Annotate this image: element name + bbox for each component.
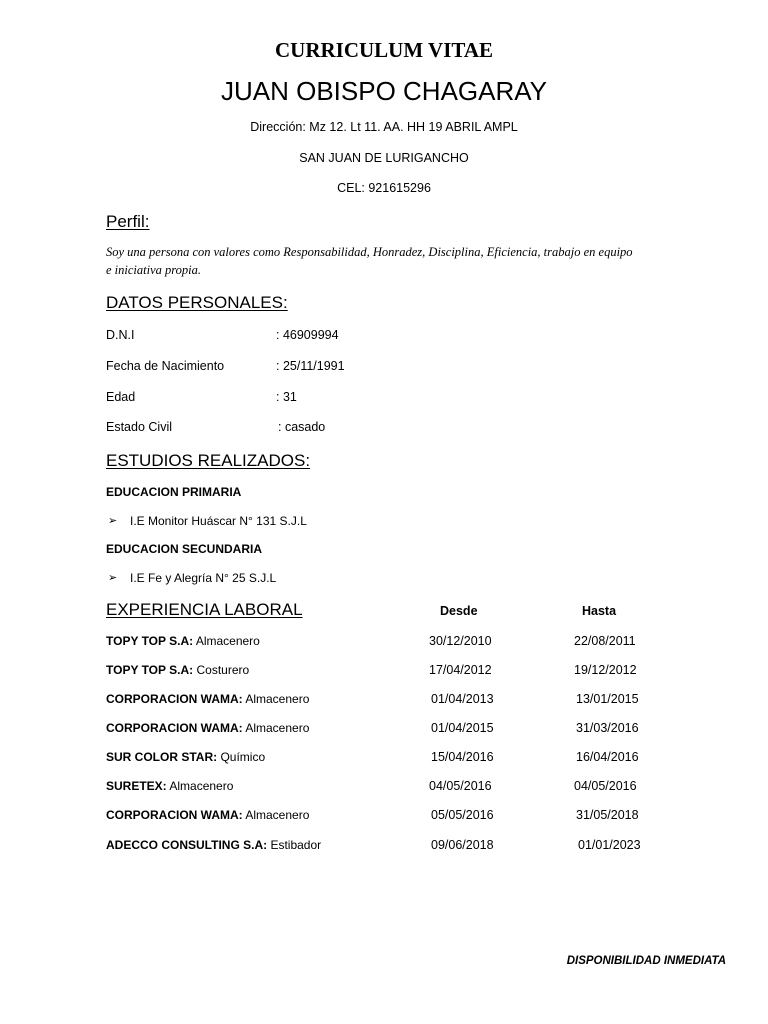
- job-company: TOPY TOP S.A:: [106, 634, 194, 648]
- job-entry: [106, 779, 233, 793]
- job-to-date: 22/08/2011: [574, 634, 636, 648]
- job-from-date: 15/04/2016: [431, 750, 494, 764]
- candidate-name: JUAN OBISPO CHAGARAY: [220, 76, 548, 106]
- job-entry: [106, 634, 260, 648]
- job-role: Almacenero: [166, 779, 234, 793]
- studies-heading: ESTUDIOS REALIZADOS:: [106, 451, 311, 470]
- address-line: Dirección: Mz 12. Lt 11. AA. HH 19 ABRIL AMPL: [250, 120, 518, 134]
- job-from-date: 01/04/2013: [431, 692, 494, 706]
- experience-heading: EXPERIENCIA LABORAL: [106, 600, 303, 619]
- primary-education-label: EDUCACION PRIMARIA: [106, 485, 242, 499]
- birthdate-value: : 25/11/1991: [276, 359, 345, 373]
- job-company: SURETEX:: [106, 779, 167, 793]
- job-role: Estibador: [267, 838, 322, 852]
- job-from-date: 09/06/2018: [431, 838, 494, 852]
- job-to-date: 19/12/2012: [574, 663, 637, 677]
- job-entry: [106, 808, 309, 822]
- job-role: Costurero: [193, 663, 250, 677]
- to-column-header: Hasta: [582, 604, 617, 618]
- age-value: : 31: [276, 390, 297, 404]
- district-line: SAN JUAN DE LURIGANCHO: [299, 151, 469, 165]
- arrow-bullet-icon: ➢: [108, 515, 118, 527]
- job-entry: [106, 721, 309, 735]
- dni-label: D.N.I: [106, 328, 135, 342]
- job-company: CORPORACION WAMA:: [106, 808, 243, 822]
- civil-status-label: Estado Civil: [106, 420, 172, 434]
- job-to-date: 31/05/2018: [576, 808, 639, 822]
- job-company: ADECCO CONSULTING S.A:: [106, 838, 268, 852]
- job-company: CORPORACION WAMA:: [106, 692, 243, 706]
- arrow-bullet-icon: ➢: [108, 572, 118, 584]
- job-role: Almacenero: [242, 721, 310, 735]
- job-to-date: 01/01/2023: [578, 838, 641, 852]
- job-entry: [106, 838, 321, 852]
- job-from-date: 01/04/2015: [431, 721, 494, 735]
- job-entry: [106, 692, 309, 706]
- job-from-date: 30/12/2010: [429, 634, 492, 648]
- profile-heading: Perfil:: [106, 212, 150, 231]
- job-from-date: 04/05/2016: [429, 779, 492, 793]
- job-entry: [106, 750, 265, 764]
- birthdate-label: Fecha de Nacimiento: [106, 359, 225, 373]
- job-to-date: 31/03/2016: [576, 721, 639, 735]
- availability-note: DISPONIBILIDAD INMEDIATA: [566, 955, 726, 967]
- secondary-education-label: EDUCACION SECUNDARIA: [106, 542, 263, 556]
- dni-value: : 46909994: [276, 328, 339, 342]
- job-role: Almacenero: [242, 692, 310, 706]
- primary-school: I.E Monitor Huáscar N° 131 S.J.L: [130, 514, 307, 528]
- job-from-date: 05/05/2016: [431, 808, 494, 822]
- job-role: Químico: [217, 750, 266, 764]
- job-entry: [106, 663, 249, 677]
- age-label: Edad: [106, 390, 136, 404]
- job-company: TOPY TOP S.A:: [106, 663, 194, 677]
- personal-data-heading: DATOS PERSONALES:: [106, 293, 288, 312]
- civil-status-value: : casado: [278, 420, 326, 434]
- job-company: SUR COLOR STAR:: [106, 750, 218, 764]
- job-company: CORPORACION WAMA:: [106, 721, 243, 735]
- phone-line: CEL: 921615296: [337, 181, 431, 195]
- document-title: CURRICULUM VITAE: [275, 38, 493, 62]
- job-to-date: 04/05/2016: [574, 779, 637, 793]
- job-to-date: 16/04/2016: [576, 750, 639, 764]
- job-from-date: 17/04/2012: [429, 663, 492, 677]
- profile-text: Soy una persona con valores como Responsabilidad, Honradez, Disciplina, Eficiencia, trabajo en equipo e iniciativa propia.: [106, 245, 633, 277]
- secondary-school: I.E Fe y Alegría N° 25 S.J.L: [130, 571, 277, 585]
- job-role: Almacenero: [193, 634, 260, 648]
- job-to-date: 13/01/2015: [576, 692, 639, 706]
- job-role: Almacenero: [242, 808, 310, 822]
- from-column-header: Desde: [440, 604, 478, 618]
